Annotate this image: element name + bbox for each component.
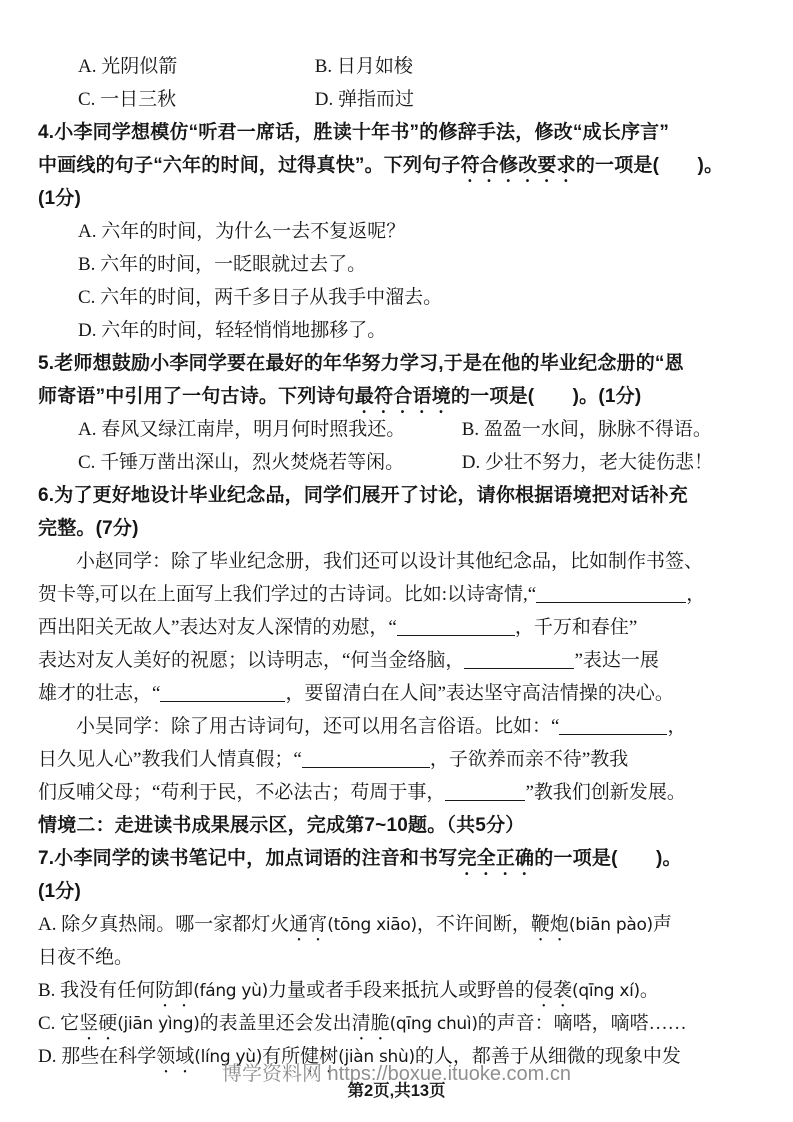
- pinyin-text: (jiàn shù): [338, 1047, 415, 1067]
- answer-blank: [464, 653, 574, 669]
- q6-zhao-line-3: [38, 611, 763, 644]
- text-segment: 的一项是( )。: [534, 848, 682, 869]
- text-segment: 雄才的壮志，“: [38, 683, 161, 704]
- q3-option-b: B. 日月如梭: [314, 56, 413, 77]
- emphasized-text: 鞭炮: [530, 914, 569, 935]
- text-segment: 声: [652, 914, 672, 935]
- text-segment: 的表盖里还会发出: [199, 1013, 352, 1034]
- text-segment: 表达对友人美好的祝愿；以诗明志，“何当金络脑，: [38, 650, 465, 671]
- text-segment: ”表达一展: [574, 650, 659, 671]
- answer-blank: [536, 587, 686, 603]
- q4-stem-line-2: [38, 149, 763, 182]
- emphasized-text: 领域: [156, 1046, 195, 1067]
- text-segment: C. 它: [38, 1013, 80, 1034]
- q4-option-b: B. 六年的时间，一眨眼就过去了。: [78, 254, 367, 275]
- text-segment: B. 我没有任何: [38, 980, 156, 1001]
- text-segment: 日久见人心”教我们人情真假；“: [38, 749, 302, 770]
- text-segment: 中画线的句子“六年的时间，过得真快”。下列句子: [38, 155, 461, 176]
- text-segment: ，: [667, 716, 687, 737]
- q7-option-b: [38, 974, 763, 1007]
- q6-zhao-line-2: [38, 578, 763, 611]
- text-segment: 的一项是( )。: [575, 155, 724, 176]
- q3-option-a: A. 光阴似箭: [78, 56, 178, 77]
- q7-stem-line-1: [38, 842, 763, 875]
- q5-stem-line-1: 5.老师想鼓励小李同学要在最好的年华努力学习,于是在他的毕业纪念册的“恩: [38, 353, 684, 374]
- text-segment: 力量或者手段来抵抗人或野兽的: [267, 980, 534, 1001]
- watermark-text: 博学资料网 https://boxue.ituoke.com.cn: [221, 1063, 572, 1085]
- q3-option-d: D. 弹指而过: [314, 89, 414, 110]
- text-segment: ，要留清白在人间”表达坚守高洁情操的决心。: [285, 683, 674, 704]
- q6-zhao-line-5: [38, 677, 763, 710]
- q3-option-row-1: [38, 50, 763, 83]
- q5-option-a: A. 春风又绿江南岸，明月何时照我还。: [78, 419, 406, 440]
- text-segment: 的人，都善于从细微的现象中发: [414, 1046, 681, 1067]
- text-segment: 的一项是( )。(1分): [450, 386, 642, 407]
- text-segment: 有所: [262, 1046, 301, 1067]
- text-segment: ，千万和春住”: [514, 617, 638, 638]
- emphasized-text: 符合修改要求: [460, 155, 576, 176]
- q5-stem-line-2: [38, 380, 763, 413]
- answer-blank: [397, 620, 515, 636]
- answer-blank: [302, 752, 430, 768]
- text-segment: 们反哺父母；“苟利于民，不必法古；苟周于事，: [38, 782, 446, 803]
- q7-option-a-line-1: [38, 908, 763, 941]
- text-segment: A. 除夕真热闹。哪一家都灯火: [38, 914, 290, 935]
- text-segment: D. 那些在科学: [38, 1046, 157, 1067]
- emphasized-text: 防卸: [155, 980, 194, 1001]
- answer-blank: [160, 686, 285, 702]
- pinyin-text: (fáng yù): [193, 981, 268, 1001]
- q6-stem-line-2: 完整。(7分): [38, 518, 139, 539]
- answer-blank: [559, 719, 667, 735]
- pinyin-text: (jiān yìng): [117, 1014, 200, 1034]
- q3-option-c: C. 一日三秋: [78, 89, 177, 110]
- q6-wu-line-3: [38, 776, 763, 809]
- q4-stem-line-1: 4.小李同学想模仿“听君一席话，胜读十年书”的修辞手法，修改“成长序言”: [38, 122, 670, 143]
- q5-option-b: B. 盈盈一水间，脉脉不得语。: [461, 419, 712, 440]
- emphasized-text: 侵袭: [534, 980, 573, 1001]
- emphasized-text: 完全正确: [457, 848, 535, 869]
- text-segment: 小吴同学：除了用古诗词句，还可以用名言俗语。比如：“: [76, 716, 560, 737]
- text-segment: 7.小李同学的读书笔记中，加点词语的注音和书写: [38, 848, 458, 869]
- pinyin-text: (tōng xiāo): [327, 915, 417, 935]
- text-segment: ，子欲养而亲不待”教我: [429, 749, 629, 770]
- q7-option-a-line-2: 日夜不绝。: [38, 947, 134, 968]
- q7-stem-line-2: (1分): [38, 881, 82, 902]
- emphasized-text: 通宵: [289, 914, 328, 935]
- pinyin-text: (qīng chuì): [389, 1014, 478, 1034]
- q4-option-c: C. 六年的时间，两千多日子从我手中溜去。: [78, 287, 443, 308]
- text-segment: 。: [639, 980, 659, 1001]
- emphasized-text: 最符合语境: [354, 386, 451, 407]
- q4-option-a: A. 六年的时间，为什么一去不复返呢？: [78, 221, 406, 242]
- page-number: 第2页,共13页: [347, 1082, 446, 1100]
- q6-zhao-line-4: [38, 644, 763, 677]
- q6-wu-line-1: [38, 710, 763, 743]
- emphasized-text: 健树: [300, 1046, 339, 1067]
- pinyin-text: (qīng xí): [572, 981, 640, 1001]
- q7-option-c: [38, 1007, 763, 1040]
- q3-option-row-2: [38, 83, 763, 116]
- text-segment: 西出阳关无故人”表达对友人深情的劝慰，“: [38, 617, 397, 638]
- emphasized-text: 清脆: [351, 1013, 390, 1034]
- q6-zhao-line-1: 小赵同学：除了毕业纪念册，我们还可以设计其他纪念品，比如制作书签、: [76, 551, 704, 572]
- q5-option-row-2: [38, 446, 763, 479]
- answer-blank: [445, 785, 525, 801]
- q6-stem-line-1: 6.为了更好地设计毕业纪念品，同学们展开了讨论，请你根据语境把对话补充: [38, 485, 688, 506]
- q4-stem-line-3: (1分): [38, 188, 82, 209]
- text-segment: 贺卡等,可以在上面写上我们学过的古诗词。比如:以诗寄情,“: [38, 584, 537, 605]
- text-segment: 的声音：嘀嗒，嘀嗒……: [477, 1013, 687, 1034]
- emphasized-text: 竖硬: [79, 1013, 118, 1034]
- text-segment: ，不许间断，: [416, 914, 531, 935]
- q6-wu-line-2: [38, 743, 763, 776]
- q5-option-d: D. 少壮不努力，老大徒伤悲！: [461, 452, 713, 473]
- scenario2-heading: 情境二：走进读书成果展示区，完成第7~10题。（共5分）: [38, 815, 525, 836]
- pinyin-text: (líng yù): [194, 1047, 263, 1067]
- pinyin-text: (biān pào): [568, 915, 653, 935]
- text-segment: ，: [686, 584, 706, 605]
- q4-option-d: D. 六年的时间，轻轻悄悄地挪移了。: [78, 320, 387, 341]
- q5-option-row-1: [38, 413, 763, 446]
- q5-option-c: C. 千锤万凿出深山，烈火焚烧若等闲。: [78, 452, 405, 473]
- text-segment: 师寄语”中引用了一句古诗。下列诗句: [38, 386, 355, 407]
- text-segment: ”教我们创新发展。: [525, 782, 686, 803]
